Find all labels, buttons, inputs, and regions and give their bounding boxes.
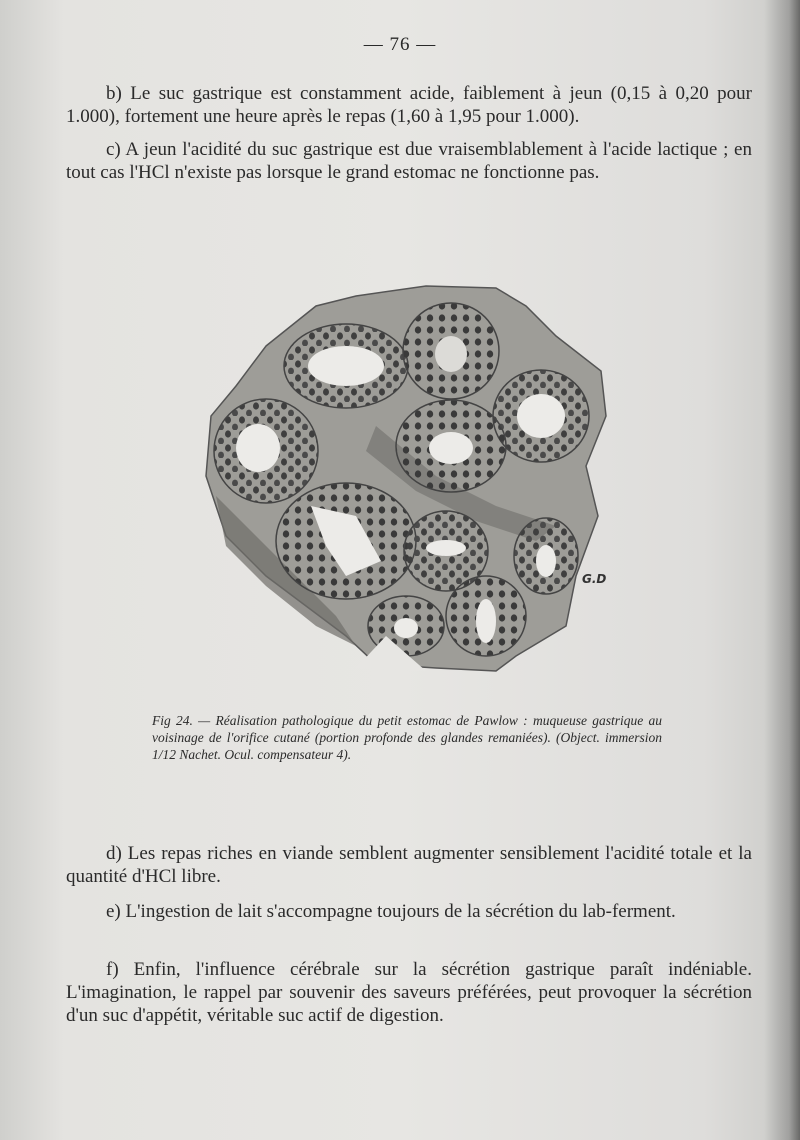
gastric-mucosa-illustration — [196, 276, 616, 676]
histology-figure — [196, 276, 616, 676]
gland-2 — [403, 303, 499, 399]
gland-1 — [284, 324, 408, 408]
gland-6 — [276, 483, 416, 599]
page-number: — 76 — — [363, 34, 437, 55]
illustrator-signature: G.D — [582, 572, 607, 586]
paragraph-e: e) L'ingestion de lait s'accompagne toujours de la sécrétion du lab-ferment. — [106, 901, 676, 922]
paragraph-c: c) A jeun l'acidité du suc gastrique est due vraisemblablement à l'acide lactique ; en tout cas l'HCl n'existe pas lorsque le grand estomac ne fonctionne pas. — [66, 139, 752, 183]
paragraph-f: f) Enfin, l'influence cérébrale sur la sécrétion gastrique paraît indéniable. L'imagination, le rappel par souvenir des saveurs préférées, peut provoquer la sécrétion d'un suc d'appétit, véritable suc actif de digestion. — [66, 959, 752, 1026]
paragraph-d: d) Les repas riches en viande semblent augmenter sensiblement l'acidité totale et la quantité d'HCl libre. — [66, 843, 752, 887]
gland-3 — [493, 370, 589, 462]
paragraph-b: b) Le suc gastrique est constamment acide, faiblement à jeun (0,15 à 0,20 pour 1.000), fortement une heure après le repas (1,60 à 1,95 pour 1.000). — [66, 83, 752, 127]
gland-5 — [214, 399, 318, 503]
gland-8 — [446, 576, 526, 656]
figure-caption: Fig 24. — Réalisation pathologique du petit estomac de Pawlow : muqueuse gastrique au voisinage de l'orifice cutané (portion profonde des glandes remaniées). (Object. immersion 1/12 Nachet. Ocul. compensateur 4). — [152, 713, 662, 762]
gland-9 — [514, 518, 578, 594]
book-spine-shadow — [764, 0, 800, 1140]
gland-4 — [396, 400, 506, 492]
